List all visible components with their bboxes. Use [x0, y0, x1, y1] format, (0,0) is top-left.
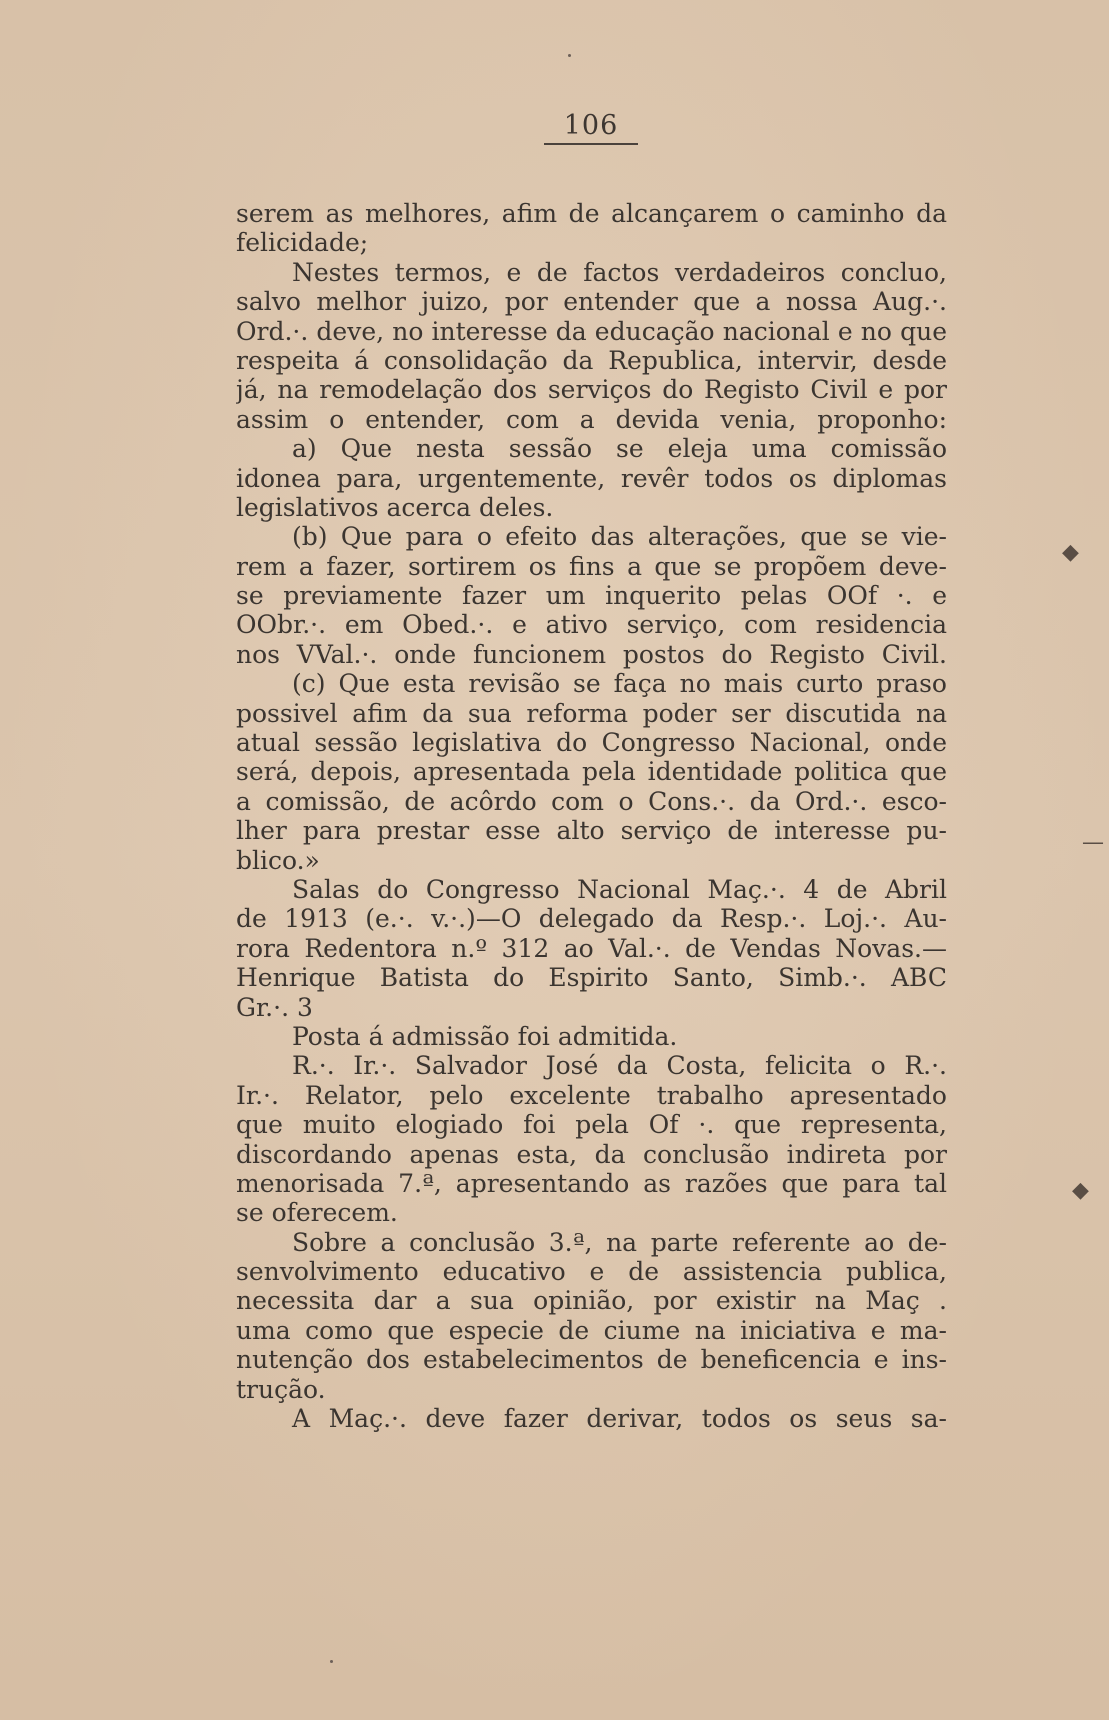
margin-mark-icon: ◆	[1072, 1178, 1089, 1203]
text-line: Posta á admissão foi admitida.	[292, 1021, 678, 1051]
text-line: atual sessão legislativa do Congresso Nacional, onde	[236, 728, 947, 758]
text-line: senvolvimento educativo e de assistencia publica,	[236, 1257, 947, 1287]
text-line: OObr.·. em Obed.·. e ativo serviço, com residencia	[236, 610, 947, 640]
text-line: será, depois, apresentada pela identidade politica que	[236, 757, 947, 787]
text-line: R.·. Ir.·. Salvador José da Costa, felicita o R.·.	[292, 1051, 947, 1081]
text-line: idonea para, urgentemente, revêr todos os diplomas	[236, 463, 947, 493]
text-line: serem as melhores, afim de alcançarem o caminho da	[236, 199, 947, 228]
text-line: Henrique Batista do Espirito Santo, Simb.·. ABC	[236, 963, 947, 993]
text-line: possivel afim da sua reforma poder ser discutida na	[236, 698, 947, 728]
text-line: felicidade;	[236, 228, 369, 258]
text-line: Gr.·. 3	[236, 992, 313, 1022]
text-line: blico.»	[236, 845, 320, 875]
text-line: uma como que especie de ciume na iniciativa e ma-	[236, 1315, 947, 1345]
text-line: já, na remodelação dos serviços do Registo Civil e por	[236, 375, 947, 405]
text-line: menorisada 7.ª, apresentando as razões que para tal	[236, 1168, 947, 1198]
margin-dash-icon: —	[1082, 830, 1104, 855]
text-line: (c) Que esta revisão se faça no mais curto praso	[292, 669, 947, 699]
text-line: rem a fazer, sortirem os fins a que se propõem deve-	[236, 551, 947, 581]
text-line: se oferecem.	[236, 1198, 398, 1228]
paper-fleck	[330, 1660, 333, 1663]
margin-mark-icon: ◆	[1062, 540, 1079, 565]
text-line: necessita dar a sua opinião, por existir na Maç .	[236, 1286, 947, 1316]
text-line: trução.	[236, 1374, 326, 1404]
text-line: A Maç.·. deve fazer derivar, todos os seus sa-	[292, 1404, 947, 1434]
text-line: a) Que nesta sessão se eleja uma comissão	[292, 434, 947, 464]
text-line: Ord.·. deve, no interesse da educação nacional e no que	[236, 316, 947, 346]
text-line: legislativos acerca deles.	[236, 492, 554, 522]
text-line: Salas do Congresso Nacional Maç.·. 4 de Abril	[292, 874, 947, 904]
text-line: rora Redentora n.º 312 ao Val.·. de Vendas Novas.—	[236, 933, 947, 963]
text-line: Sobre a conclusão 3.ª, na parte referente ao de-	[292, 1227, 947, 1257]
text-line: discordando apenas esta, da conclusão indireta por	[236, 1139, 947, 1169]
text-line: que muito elogiado foi pela Of ·. que representa,	[236, 1110, 947, 1140]
text-line: Nestes termos, e de factos verdadeiros concluo,	[292, 257, 947, 287]
page-number: 106	[563, 110, 619, 141]
text-line: assim o entender, com a devida venia, proponho:	[236, 404, 947, 434]
text-line: a comissão, de acôrdo com o Cons.·. da Ord.·. esco-	[236, 786, 947, 816]
text-line: salvo melhor juizo, por entender que a nossa Aug.·.	[236, 287, 947, 317]
text-line: lher para prestar esse alto serviço de interesse pu-	[236, 816, 947, 846]
text-line: se previamente fazer um inquerito pelas OOf ·. e	[236, 581, 947, 611]
text-line: Ir.·. Relator, pelo excelente trabalho apresentado	[236, 1080, 947, 1110]
text-line: nos VVal.·. onde funcionem postos do Registo Civil.	[236, 639, 947, 669]
body-text	[236, 199, 947, 1433]
text-line: nutenção dos estabelecimentos de beneficencia e ins-	[236, 1345, 947, 1375]
text-line: de 1913 (e.·. v.·.)—O delegado da Resp.·. Loj.·. Au-	[236, 904, 947, 934]
text-line: respeita á consolidação da Republica, intervir, desde	[236, 345, 947, 375]
paper-fleck	[568, 54, 571, 57]
page-number-rule	[544, 143, 638, 145]
text-line: (b) Que para o efeito das alterações, que se vie-	[292, 522, 947, 552]
